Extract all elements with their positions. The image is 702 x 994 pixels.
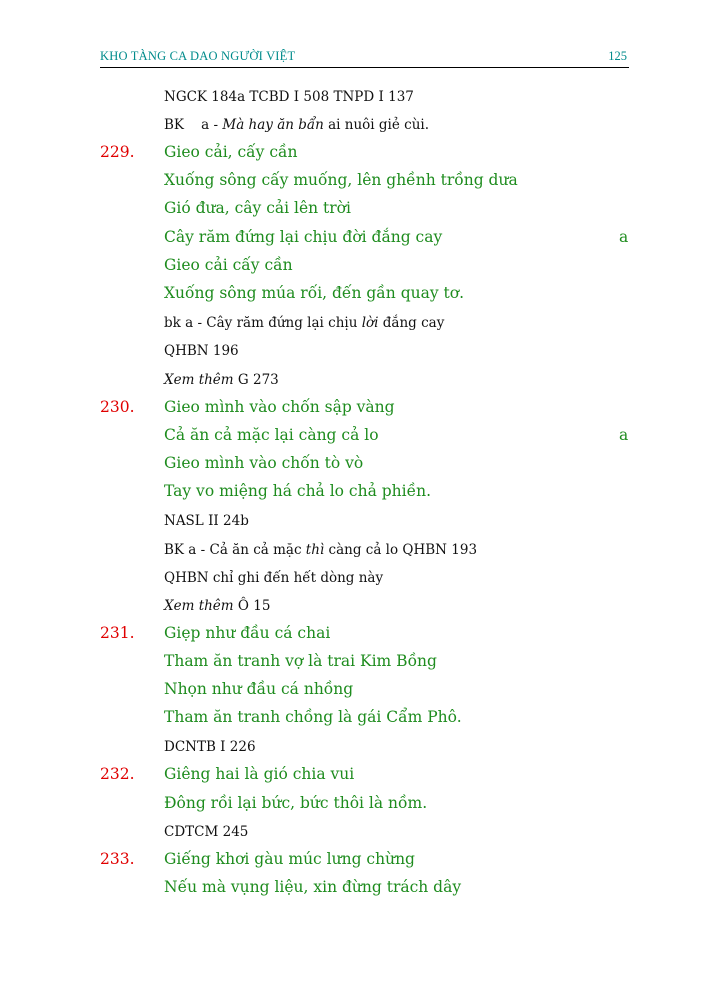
source-note: Xem thêm Ô 15 bbox=[164, 598, 271, 614]
verse-line: Tay vo miệng há chả lo chả phiền. bbox=[164, 482, 432, 500]
page-number: 125 bbox=[608, 49, 627, 63]
verse-line: Giếng khơi gàu múc lưng chừng bbox=[164, 850, 415, 868]
source-note: DCNTB I 226 bbox=[164, 739, 256, 755]
variant-marker: a bbox=[619, 228, 629, 246]
verse-line: Tham ăn tranh vợ là trai Kim Bồng bbox=[164, 652, 437, 670]
verse-number: 231. bbox=[100, 624, 135, 642]
verse-line: Nếu mà vụng liệu, xin đừng trách dây bbox=[164, 878, 462, 896]
source-note: NASL II 24b bbox=[164, 513, 249, 529]
verse-line: Giẹp như đầu cá chai bbox=[164, 624, 331, 642]
source-note: NGCK 184a TCBD I 508 TNPD I 137 bbox=[164, 89, 414, 105]
verse-line: Cả ăn cả mặc lại càng cả lo bbox=[164, 426, 379, 444]
verse-number: 232. bbox=[100, 765, 135, 783]
italic-text: lời bbox=[361, 315, 379, 331]
source-note: QHBN 196 bbox=[164, 343, 239, 359]
verse-line: Gieo cải cấy cần bbox=[164, 256, 293, 274]
verse-line: Xuống sông cấy muống, lên ghềnh trồng dưa bbox=[164, 171, 518, 189]
verse-line: Giêng hai là gió chia vui bbox=[164, 765, 355, 783]
verse-line: Gió đưa, cây cải lên trời bbox=[164, 199, 351, 217]
verse-line: Cây răm đứng lại chịu đời đắng cay bbox=[164, 228, 443, 246]
source-note: bk a - Cây răm đứng lại chịu lời đắng cay bbox=[164, 315, 445, 331]
source-note: Xem thêm G 273 bbox=[164, 372, 279, 388]
variant-marker: a bbox=[619, 426, 629, 444]
italic-text: thì bbox=[305, 542, 325, 558]
verse-number: 230. bbox=[100, 398, 135, 416]
source-note: BK a - Cả ăn cả mặc thì càng cả lo QHBN 193 bbox=[164, 542, 478, 558]
running-header bbox=[100, 48, 629, 68]
verse-line: Gieo cải, cấy cần bbox=[164, 143, 298, 161]
source-note: QHBN chỉ ghi đến hết dòng này bbox=[164, 570, 384, 586]
verse-number: 229. bbox=[100, 143, 135, 161]
verse-line: Đông rồi lại bức, bức thôi là nồm. bbox=[164, 794, 428, 812]
source-note: CDTCM 245 bbox=[164, 824, 249, 840]
source-note: BK a - Mà hay ăn bẩn ai nuôi giẻ cùi. bbox=[164, 117, 430, 133]
verse-line: Tham ăn tranh chồng là gái Cẩm Phô. bbox=[164, 708, 462, 726]
verse-number: 233. bbox=[100, 850, 135, 868]
verse-line: Xuống sông múa rối, đến gần quay tơ. bbox=[164, 284, 465, 302]
italic-text: Xem thêm bbox=[164, 598, 234, 614]
verse-line: Nhọn như đầu cá nhồng bbox=[164, 680, 354, 698]
verse-line: Gieo mình vào chốn sập vàng bbox=[164, 398, 395, 416]
book-title: KHO TÀNG CA DAO NGƯỜI VIỆT bbox=[100, 49, 296, 63]
italic-text: Xem thêm bbox=[164, 372, 234, 388]
verse-line: Gieo mình vào chốn tò vò bbox=[164, 454, 364, 472]
italic-text: Mà hay ăn bẩn bbox=[222, 117, 324, 133]
